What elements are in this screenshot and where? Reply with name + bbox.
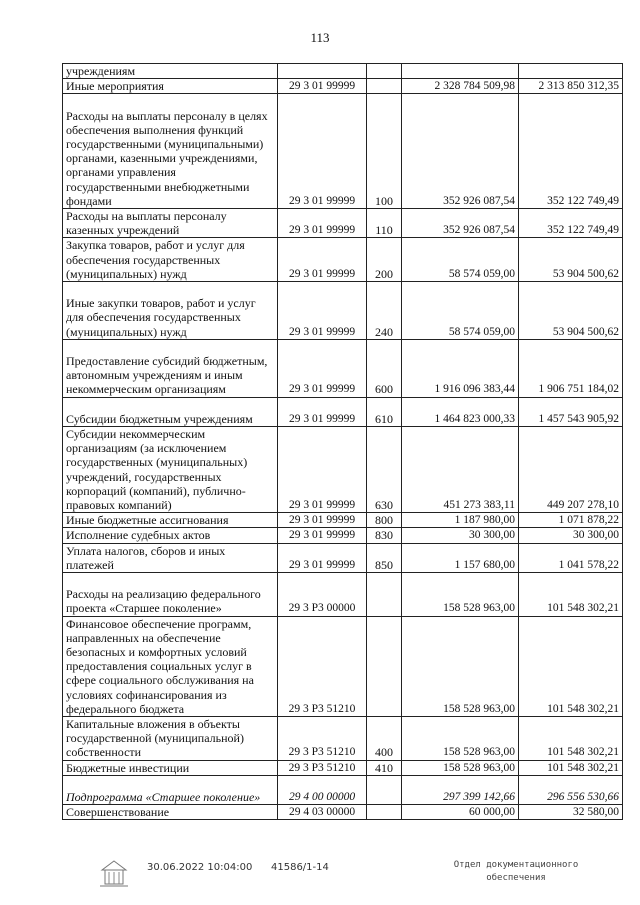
row-amount-1-cell: 158 528 963,00: [402, 616, 519, 716]
row-expense-type-cell: [367, 79, 402, 94]
row-amount-1-cell: 1 464 823 000,33: [402, 397, 519, 426]
row-name-cell: Расходы на реализацию федерального проекта «Старшее поколение»: [63, 573, 278, 617]
row-name-cell: Иные закупки товаров, работ и услуг для обеспечения государственных (муниципальных) нужд: [63, 282, 278, 340]
row-amount-1-cell: 352 926 087,54: [402, 209, 519, 238]
row-amount-1-cell: 30 300,00: [402, 528, 519, 543]
row-name-cell: Субсидии бюджетным учреждениям: [63, 397, 278, 426]
row-name-cell: учреждениям: [63, 64, 278, 79]
row-code-cell: 29 3 Р3 51210: [278, 717, 367, 761]
row-code-cell: 29 3 01 99999: [278, 513, 367, 528]
row-name-cell: Исполнение судебных актов: [63, 528, 278, 543]
table-row: [63, 64, 623, 79]
row-amount-1-cell: 297 399 142,66: [402, 775, 519, 804]
row-code-cell: 29 3 Р3 51210: [278, 616, 367, 716]
table-row: [63, 805, 623, 820]
row-amount-2-cell: 1 906 751 184,02: [519, 339, 623, 397]
row-expense-type-cell: 200: [367, 238, 402, 282]
row-expense-type-cell: [367, 64, 402, 79]
row-amount-1-cell: 1 157 680,00: [402, 543, 519, 572]
footer-datetime: 30.06.2022 10:04:00: [147, 862, 253, 873]
row-amount-1-cell: 58 574 059,00: [402, 282, 519, 340]
footer-department-line1: Отдел документационного: [453, 860, 579, 870]
footer-department-line2: обеспечения: [486, 873, 546, 883]
row-code-cell: 29 3 01 99999: [278, 209, 367, 238]
row-amount-2-cell: 30 300,00: [519, 528, 623, 543]
row-amount-1-cell: 158 528 963,00: [402, 573, 519, 617]
row-amount-2-cell: 101 548 302,21: [519, 616, 623, 716]
row-amount-2-cell: 296 556 530,66: [519, 775, 623, 804]
row-amount-1-cell: 158 528 963,00: [402, 717, 519, 761]
row-amount-2-cell: 53 904 500,62: [519, 238, 623, 282]
row-expense-type-cell: 850: [367, 543, 402, 572]
row-name-cell: Предоставление субсидий бюджетным, автономным учреждениям и иным некоммерческим организациям: [63, 339, 278, 397]
row-amount-2-cell: 1 071 878,22: [519, 513, 623, 528]
row-amount-2-cell: 352 122 749,49: [519, 94, 623, 209]
row-amount-2-cell: 449 207 278,10: [519, 427, 623, 513]
table-row: [63, 238, 623, 282]
table-row: [63, 282, 623, 340]
row-name-cell: Капитальные вложения в объекты государственной (муниципальной) собственности: [63, 717, 278, 761]
row-code-cell: 29 3 01 99999: [278, 427, 367, 513]
table-row: [63, 543, 623, 572]
row-amount-1-cell: 158 528 963,00: [402, 760, 519, 775]
row-amount-1-cell: 58 574 059,00: [402, 238, 519, 282]
row-expense-type-cell: 600: [367, 339, 402, 397]
budget-table-body: [63, 64, 623, 820]
row-name-cell: Уплата налогов, сборов и иных платежей: [63, 543, 278, 572]
row-amount-2-cell: 101 548 302,21: [519, 760, 623, 775]
budget-table: [62, 63, 623, 820]
page-number: 113: [310, 30, 330, 45]
row-expense-type-cell: 100: [367, 94, 402, 209]
row-code-cell: 29 3 Р3 51210: [278, 760, 367, 775]
table-row: [63, 616, 623, 716]
row-name-cell: Финансовое обеспечение программ, направленных на обеспечение безопасных и комфортных условий предоставления социальных услуг в сфере социального обслуживания на условиях софинансирования из федерального бюджета: [63, 616, 278, 716]
row-name-cell: Субсидии некоммерческим организациям (за исключением государственных (муниципальных) учреждений, государственных корпораций (компаний), публично-правовых компаний): [63, 427, 278, 513]
row-amount-2-cell: 101 548 302,21: [519, 717, 623, 761]
row-code-cell: 29 3 01 99999: [278, 238, 367, 282]
footer-department: [446, 859, 586, 885]
row-expense-type-cell: 410: [367, 760, 402, 775]
table-row: [63, 397, 623, 426]
row-expense-type-cell: 800: [367, 513, 402, 528]
table-row: [63, 427, 623, 513]
table-row: [63, 760, 623, 775]
table-row: [63, 79, 623, 94]
row-expense-type-cell: [367, 775, 402, 804]
row-code-cell: 29 3 01 99999: [278, 543, 367, 572]
row-amount-2-cell: 352 122 749,49: [519, 209, 623, 238]
row-amount-2-cell: 101 548 302,21: [519, 573, 623, 617]
row-code-cell: 29 4 00 00000: [278, 775, 367, 804]
row-name-cell: Расходы на выплаты персоналу казенных учреждений: [63, 209, 278, 238]
row-name-cell: Закупка товаров, работ и услуг для обеспечения государственных (муниципальных) нужд: [63, 238, 278, 282]
row-code-cell: 29 3 Р3 00000: [278, 573, 367, 617]
row-amount-1-cell: 451 273 383,11: [402, 427, 519, 513]
row-expense-type-cell: [367, 573, 402, 617]
row-name-cell: Совершенствование: [63, 805, 278, 820]
row-code-cell: 29 3 01 99999: [278, 79, 367, 94]
table-row: [63, 339, 623, 397]
table-row: [63, 573, 623, 617]
row-amount-2-cell: 2 313 850 312,35: [519, 79, 623, 94]
row-name-cell: Иные мероприятия: [63, 79, 278, 94]
row-amount-2-cell: [519, 64, 623, 79]
table-row: [63, 775, 623, 804]
page-footer: [0, 858, 640, 898]
table-row: [63, 209, 623, 238]
table-row: [63, 94, 623, 209]
table-row: [63, 717, 623, 761]
row-code-cell: 29 3 01 99999: [278, 397, 367, 426]
row-amount-1-cell: 1 187 980,00: [402, 513, 519, 528]
row-amount-2-cell: 53 904 500,62: [519, 282, 623, 340]
row-code-cell: 29 4 03 00000: [278, 805, 367, 820]
building-stamp-icon: [96, 858, 132, 893]
row-code-cell: 29 3 01 99999: [278, 282, 367, 340]
table-row: [63, 513, 623, 528]
row-expense-type-cell: 400: [367, 717, 402, 761]
row-code-cell: [278, 64, 367, 79]
row-expense-type-cell: 630: [367, 427, 402, 513]
row-amount-1-cell: 352 926 087,54: [402, 94, 519, 209]
row-name-cell: Бюджетные инвестиции: [63, 760, 278, 775]
row-name-cell: Иные бюджетные ассигнования: [63, 513, 278, 528]
row-amount-1-cell: [402, 64, 519, 79]
row-amount-2-cell: 32 580,00: [519, 805, 623, 820]
row-expense-type-cell: 830: [367, 528, 402, 543]
row-amount-1-cell: 60 000,00: [402, 805, 519, 820]
row-code-cell: 29 3 01 99999: [278, 528, 367, 543]
row-code-cell: 29 3 01 99999: [278, 339, 367, 397]
row-amount-2-cell: 1 457 543 905,92: [519, 397, 623, 426]
row-name-cell: Расходы на выплаты персоналу в целях обеспечения выполнения функций государственными (муниципальными) органами, казенными учреждениями, органами управления государственными внебюджетными фондами: [63, 94, 278, 209]
table-row: [63, 528, 623, 543]
row-expense-type-cell: [367, 616, 402, 716]
row-expense-type-cell: 610: [367, 397, 402, 426]
footer-reg-number: 41586/1-14: [271, 862, 329, 873]
row-amount-2-cell: 1 041 578,22: [519, 543, 623, 572]
row-expense-type-cell: 240: [367, 282, 402, 340]
row-amount-1-cell: 1 916 096 383,44: [402, 339, 519, 397]
row-expense-type-cell: 110: [367, 209, 402, 238]
row-expense-type-cell: [367, 805, 402, 820]
row-name-cell: Подпрограмма «Старшее поколение»: [63, 775, 278, 804]
row-amount-1-cell: 2 328 784 509,98: [402, 79, 519, 94]
row-code-cell: 29 3 01 99999: [278, 94, 367, 209]
